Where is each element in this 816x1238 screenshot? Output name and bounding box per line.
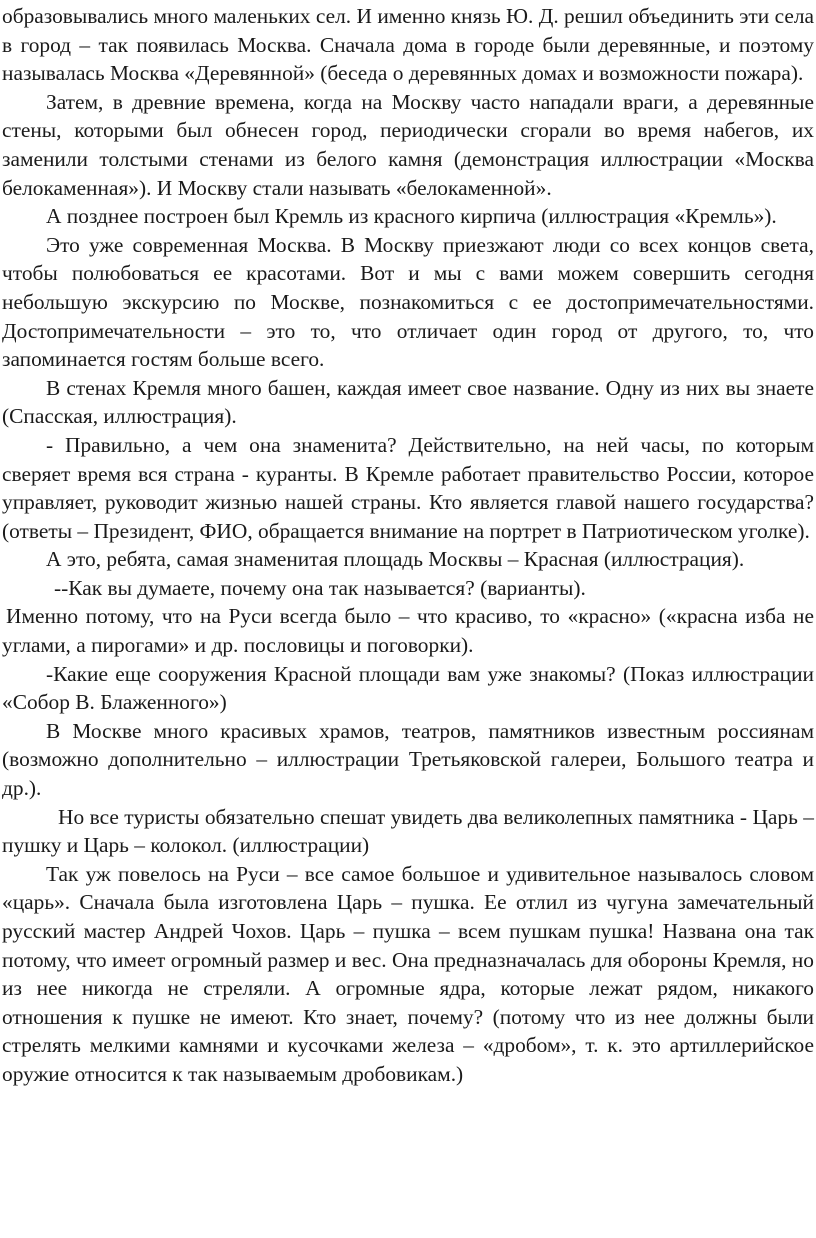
paragraph-red-square: А это, ребята, самая знаменитая площадь Москвы – Красная (иллюстрация). bbox=[46, 547, 745, 572]
paragraph-tsar-cannon-story: Так уж повелось на Руси – все самое большое и удивительное называлось словом «царь». Сначала была изготовлена Царь – пушка. Ее отлил из чугуна замечательный русский мастер Андрей Чохов. Царь – пушка – всем пушкам пушка! Названа она так потому, что имеет огромный размер и вес. Она предназначалась для обороны Кремля, но из нее никогда не стреляли. А огромные ядра, которые лежат рядом, никакого отношения к пушке не имеют. Кто знает, почему? (потому что из нее должны были стрелять мелкими камнями и кусочками железа – «дробом», т. к. это артиллерийское оружие относится к так называемым дробовикам.) bbox=[2, 861, 814, 1086]
paragraph-wooden-moscow: образовывались много маленьких сел. И именно князь Ю. Д. решил объединить эти села в город – так появилась Москва. Сначала дома в городе были деревянные, и поэтому называлась Москва «Деревянной» (беседа о деревянных домах и возможности пожара). bbox=[2, 4, 814, 86]
paragraph-temples-theatres: В Москве много красивых храмов, театров, памятников известным россиянам (возможно дополнительно – иллюстрации Третьяковской галереи, Большого театра и др.). bbox=[2, 718, 814, 801]
paragraph-modern-moscow: Это уже современная Москва. В Москву приезжают люди со всех концов света, чтобы полюбоваться ее красотами. Вот и мы с вами можем совершить сегодня небольшую экскурсию по Москве, познакомиться с ее достопримечательностями. Достопримечательности – это то, что отличает один город от другого, то, что запоминается гостям больше всего. bbox=[2, 232, 814, 372]
paragraph-kremlin-brick: А позднее построен был Кремль из красного кирпича (иллюстрация «Кремль»). bbox=[46, 204, 777, 229]
paragraph-chimes: - Правильно, а чем она знаменита? Действительно, на ней часы, по которым сверяет время вся страна - куранты. В Кремле работает правительство России, которое управляет, руководит жизнью нашей страны. Кто является главой нашего государства? (ответы – Президент, ФИО, обращается внимание на портрет в Патриотическом уголке). bbox=[2, 432, 814, 543]
paragraph-beautiful-red: Именно потому, что на Руси всегда было – что красиво, то «красно» («красна изба не углами, а пирогами» и др. пословицы и поговорки). bbox=[2, 604, 814, 658]
paragraph-cathedral: -Какие еще сооружения Красной площади вам уже знакомы? (Показ иллюстрации «Собор В. Блаженного») bbox=[2, 661, 814, 715]
paragraph-tsar-cannon-bell: Но все туристы обязательно спешат увидеть два великолепных памятника - Царь – пушку и Царь – колокол. (иллюстрации) bbox=[2, 804, 814, 858]
paragraph-kremlin-towers: В стенах Кремля много башен, каждая имеет свое название. Одну из них вы знаете (Спасская, иллюстрация). bbox=[2, 375, 814, 429]
paragraph-white-stone: Затем, в древние времена, когда на Москву часто нападали враги, а деревянные стены, которыми был обнесен город, периодически сгорали во время набегов, их заменили толстыми стенами из белого камня (демонстрация иллюстрации «Москва белокаменная»). И Москву стали называть «белокаменной». bbox=[2, 89, 814, 200]
paragraph-why-red: --Как вы думаете, почему она так называется? (варианты). bbox=[54, 575, 586, 600]
